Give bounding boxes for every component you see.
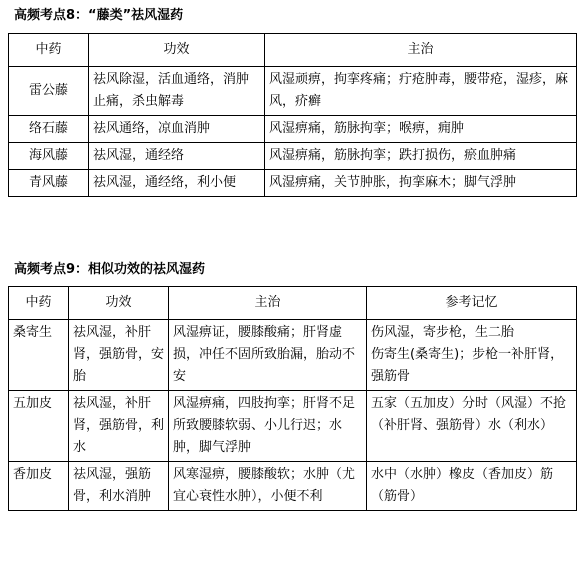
drug-effect: 祛风湿，通经络，利小便	[89, 170, 265, 197]
table-header-row	[9, 287, 577, 320]
section1-title: 高频考点8：“藤类”祛风湿药	[14, 8, 184, 23]
drug-name: 雷公藤	[9, 67, 89, 116]
table-row	[9, 320, 577, 391]
similar-herbs-table	[8, 286, 577, 511]
drug-indication: 风湿痹痛，筋脉拘挛；喉痹，痈肿	[265, 116, 577, 143]
drug-indication: 风湿痹痛，四肢拘挛；肝肾不足所致腰膝软弱、小儿行迟；水肿，脚气浮肿	[169, 391, 367, 462]
drug-effect: 祛风通络，凉血消肿	[89, 116, 265, 143]
table-row	[9, 462, 577, 511]
header-drug: 中药	[9, 287, 69, 320]
header-effect: 功效	[69, 287, 169, 320]
header-indication: 主治	[265, 34, 577, 67]
table-header-row	[9, 34, 577, 67]
table-row	[9, 143, 577, 170]
table-row	[9, 170, 577, 197]
section2-title: 高频考点9：相似功效的祛风湿药	[14, 262, 206, 277]
drug-name: 青风藤	[9, 170, 89, 197]
drug-indication: 风湿痹证，腰膝酸痛；肝肾虚损，冲任不固所致胎漏，胎动不安	[169, 320, 367, 391]
memory-tip: 伤风湿，寄步枪，生二胎 伤寄生(桑寄生)；步枪一补肝肾，强筋骨	[367, 320, 577, 391]
drug-indication: 风寒湿痹，腰膝酸软；水肿（尤宜心衰性水肿），小便不利	[169, 462, 367, 511]
drug-effect: 祛风湿，补肝肾，强筋骨，安胎	[69, 320, 169, 391]
drug-effect: 祛风湿，强筋骨，利水消肿	[69, 462, 169, 511]
header-indication: 主治	[169, 287, 367, 320]
drug-name: 桑寄生	[9, 320, 69, 391]
header-memory: 参考记忆	[367, 287, 577, 320]
drug-name: 香加皮	[9, 462, 69, 511]
drug-effect: 祛风除湿，活血通络，消肿止痛，杀虫解毒	[89, 67, 265, 116]
drug-indication: 风湿顽痹，拘挛疼痛；疔疮肿毒，腰带疮，湿疹，麻风，疥癣	[265, 67, 577, 116]
drug-name: 海风藤	[9, 143, 89, 170]
table-row	[9, 391, 577, 462]
header-drug: 中药	[9, 34, 89, 67]
table-row	[9, 67, 577, 116]
table-row	[9, 116, 577, 143]
rattan-herbs-table	[8, 33, 577, 197]
drug-name: 络石藤	[9, 116, 89, 143]
memory-tip: 五家（五加皮）分时（风湿）不抢（补肝肾、强筋骨）水（利水）	[367, 391, 577, 462]
drug-indication: 风湿痹痛，筋脉拘挛；跌打损伤，瘀血肿痛	[265, 143, 577, 170]
drug-effect: 祛风湿，通经络	[89, 143, 265, 170]
drug-name: 五加皮	[9, 391, 69, 462]
memory-tip: 水中（水肿）橡皮（香加皮）筋（筋骨）	[367, 462, 577, 511]
header-effect: 功效	[89, 34, 265, 67]
drug-effect: 祛风湿，补肝肾，强筋骨，利水	[69, 391, 169, 462]
drug-indication: 风湿痹痛，关节肿胀，拘挛麻木；脚气浮肿	[265, 170, 577, 197]
